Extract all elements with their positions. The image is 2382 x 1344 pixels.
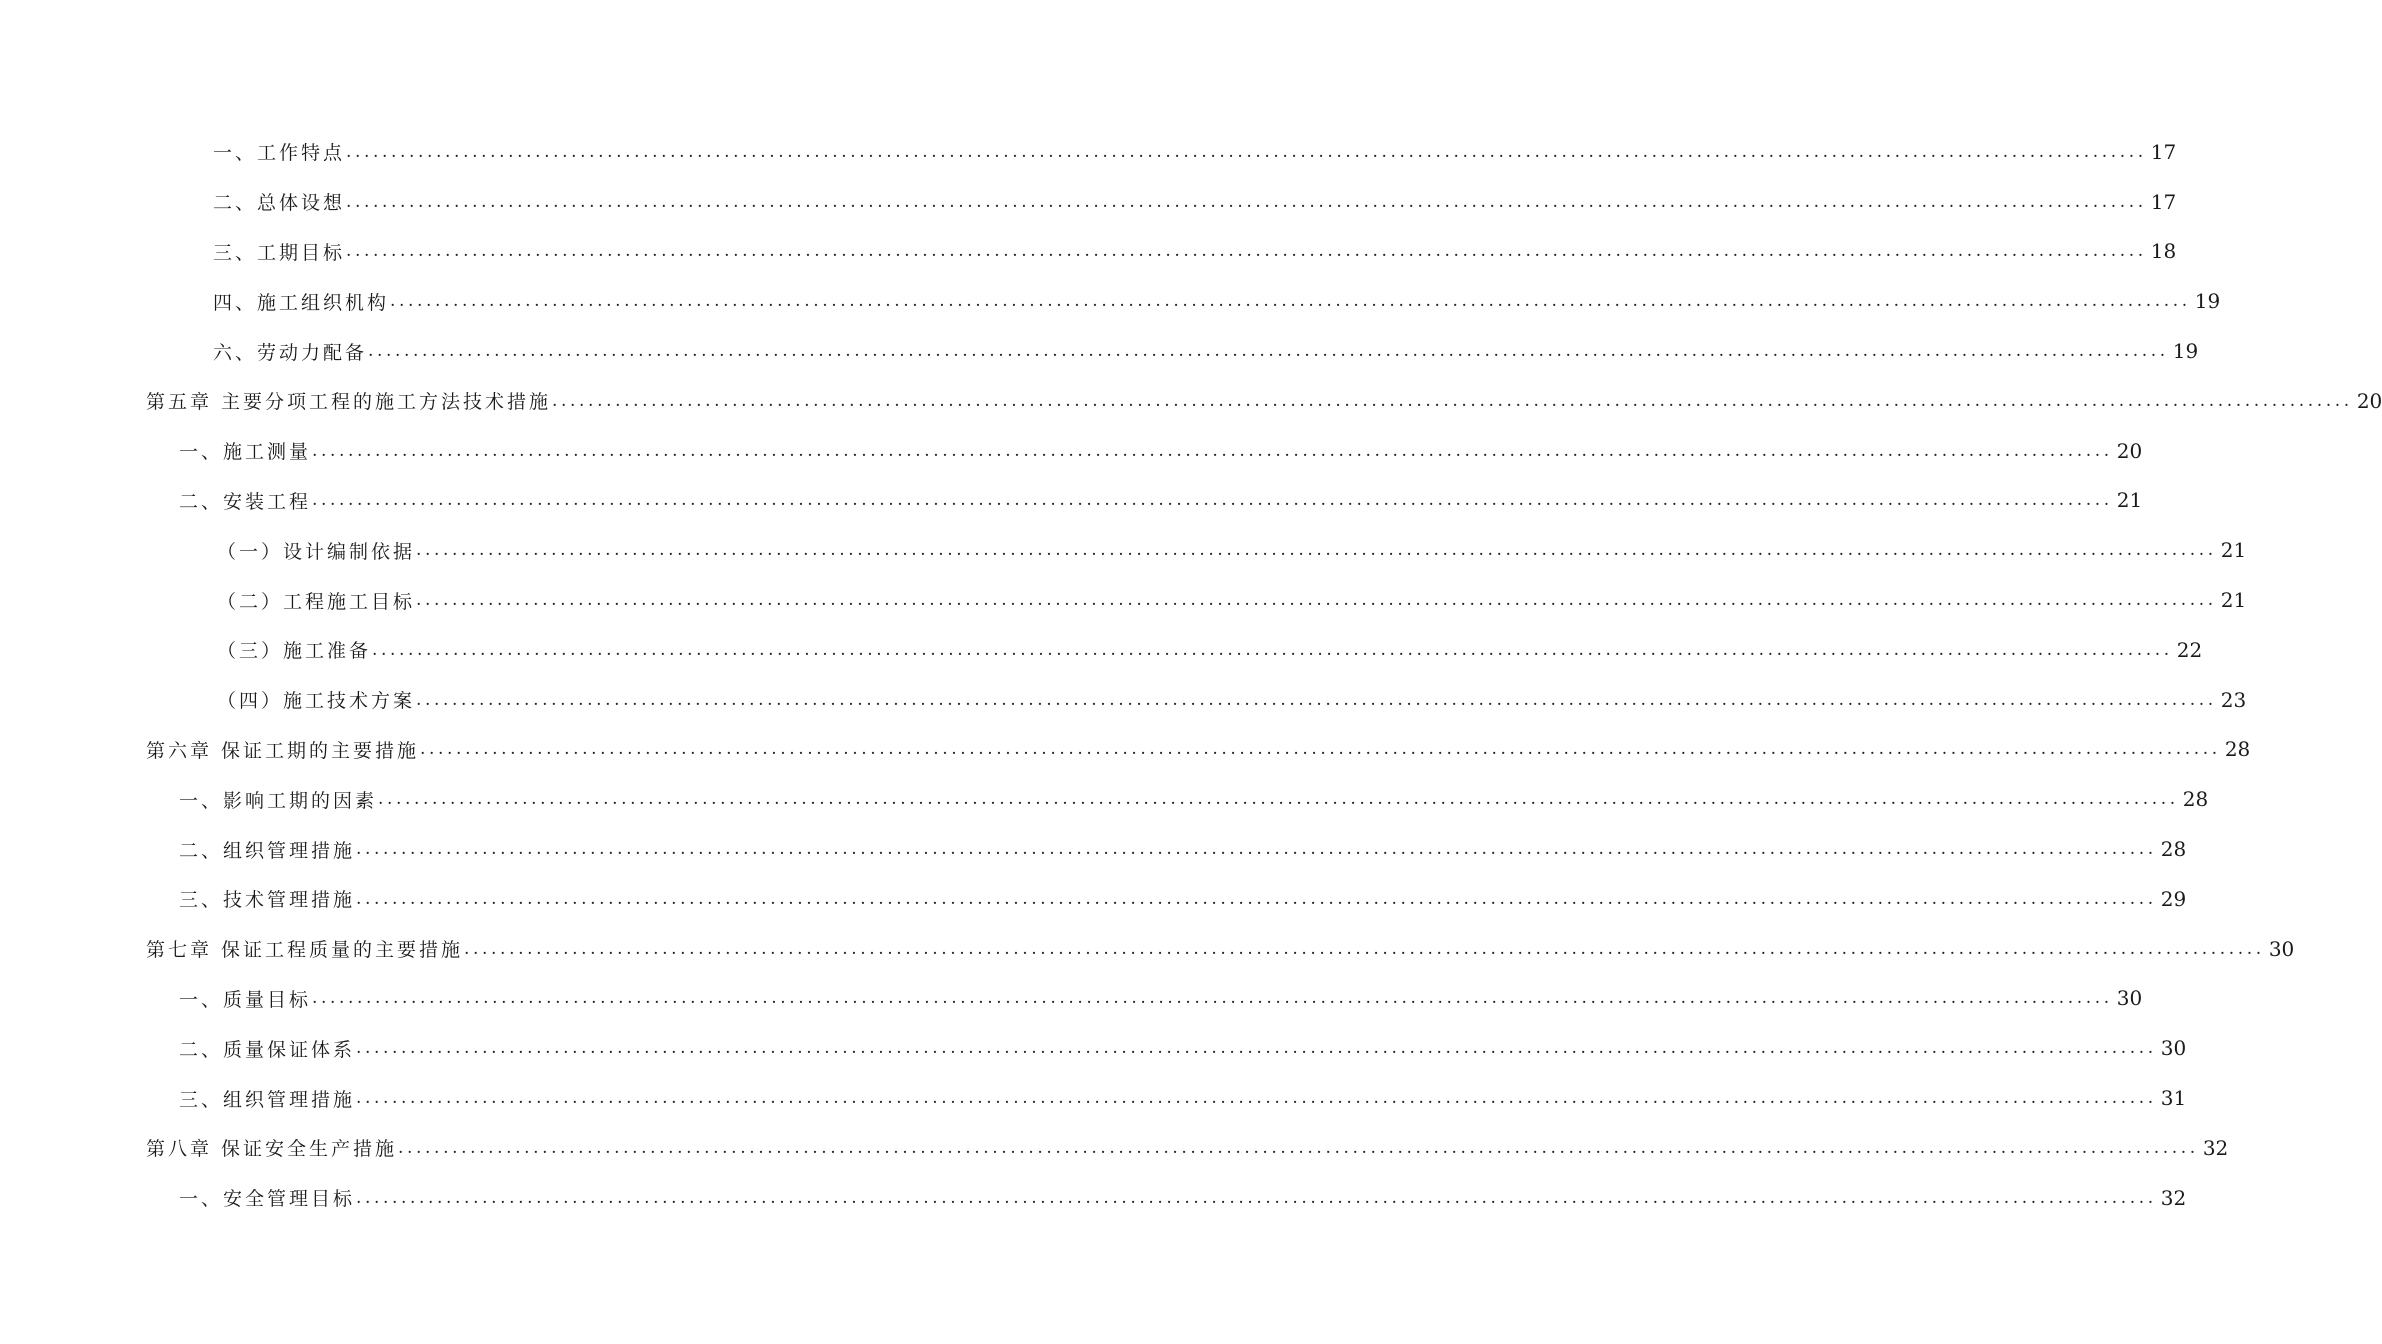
toc-page-number: 18: [2150, 239, 2177, 264]
toc-section-entry[interactable]: [0, 1173, 2187, 1223]
toc-page-number: 20: [2356, 388, 2382, 413]
toc-entry-title: 第五章 主要分项工程的施工方法技术措施: [146, 391, 552, 414]
toc-section-entry[interactable]: [0, 974, 2143, 1024]
toc-section-entry[interactable]: [0, 276, 2221, 326]
toc-section-entry[interactable]: [0, 1073, 2187, 1123]
toc-dot-leader: ........................................................................................................................................................................................................: [416, 540, 2217, 561]
toc-page-number: 30: [2116, 986, 2143, 1011]
toc-section-entry[interactable]: [0, 227, 2177, 277]
toc-entry-title: 第六章 保证工期的主要措施: [146, 739, 420, 762]
toc-section-entry[interactable]: [0, 1023, 2187, 1073]
toc-page-number: 31: [2160, 1086, 2187, 1111]
toc-page-number: 21: [2116, 488, 2143, 513]
toc-dot-leader: ........................................................................................................................................................................................................: [464, 938, 2265, 959]
toc-dot-leader: ........................................................................................................................................................................................................: [372, 639, 2173, 660]
toc-dot-leader: ........................................................................................................................................................................................................: [346, 191, 2147, 212]
toc-page-number: 21: [2220, 588, 2247, 613]
toc-entry-title: 六、劳动力配备: [213, 341, 368, 364]
toc-page-number: 19: [2194, 289, 2221, 314]
toc-dot-leader: ........................................................................................................................................................................................................: [346, 141, 2147, 162]
toc-dot-leader: ........................................................................................................................................................................................................: [312, 988, 2113, 1009]
toc-section-entry[interactable]: [0, 127, 2177, 177]
toc-page-number: 29: [2160, 886, 2187, 911]
toc-section-entry[interactable]: [0, 575, 2247, 625]
toc-entry-title: （四）施工技术方案: [217, 690, 416, 713]
toc-section-entry[interactable]: [0, 625, 2203, 675]
toc-dot-leader: ........................................................................................................................................................................................................: [346, 241, 2147, 262]
toc-page-number: 20: [2116, 438, 2143, 463]
toc-entry-title: 一、施工测量: [179, 441, 312, 464]
toc-section-entry[interactable]: [0, 874, 2187, 924]
toc-page-number: 32: [2160, 1185, 2187, 1210]
toc-entry-title: 一、质量目标: [179, 988, 312, 1011]
toc-entry-title: 一、影响工期的因素: [179, 789, 378, 812]
toc-chapter-entry[interactable]: [0, 1123, 2229, 1173]
toc-entry-title: 三、技术管理措施: [179, 889, 356, 912]
toc-entry-title: 三、工期目标: [213, 241, 346, 264]
toc-section-entry[interactable]: [0, 824, 2187, 874]
toc-page-number: 17: [2150, 189, 2177, 214]
toc-entry-title: 三、组织管理措施: [179, 1088, 356, 1111]
toc-page-number: 28: [2182, 787, 2209, 812]
toc-entry-title: 二、组织管理措施: [179, 839, 356, 862]
toc-page-number: 19: [2172, 339, 2199, 364]
toc-page-number: 22: [2176, 637, 2203, 662]
toc-dot-leader: ........................................................................................................................................................................................................: [378, 789, 2179, 810]
toc-page-number: 17: [2150, 139, 2177, 164]
toc-section-entry[interactable]: [0, 675, 2247, 725]
toc-entry-title: 一、工作特点: [213, 142, 346, 165]
toc-dot-leader: ........................................................................................................................................................................................................: [356, 1038, 2157, 1059]
toc-page-number: 30: [2268, 936, 2295, 961]
toc-chapter-entry[interactable]: [0, 924, 2295, 974]
table-of-contents: [0, 127, 2382, 1223]
toc-dot-leader: ........................................................................................................................................................................................................: [356, 839, 2157, 860]
toc-entry-title: 第八章 保证安全生产措施: [146, 1138, 398, 1161]
toc-entry-title: （一）设计编制依据: [217, 540, 416, 563]
toc-entry-title: （三）施工准备: [217, 640, 372, 663]
toc-dot-leader: ........................................................................................................................................................................................................: [390, 291, 2191, 312]
toc-dot-leader: ........................................................................................................................................................................................................: [368, 341, 2169, 362]
toc-page-number: 28: [2224, 737, 2251, 762]
toc-section-entry[interactable]: [0, 326, 2199, 376]
toc-dot-leader: ........................................................................................................................................................................................................: [416, 689, 2217, 710]
toc-page-number: 30: [2160, 1036, 2187, 1061]
toc-dot-leader: ........................................................................................................................................................................................................: [416, 590, 2217, 611]
toc-dot-leader: ........................................................................................................................................................................................................: [356, 1187, 2157, 1208]
toc-dot-leader: ........................................................................................................................................................................................................: [356, 888, 2157, 909]
toc-section-entry[interactable]: [0, 426, 2143, 476]
toc-entry-title: 一、安全管理目标: [179, 1188, 356, 1211]
toc-entry-title: 四、施工组织机构: [213, 291, 390, 314]
toc-dot-leader: ........................................................................................................................................................................................................: [312, 440, 2113, 461]
toc-entry-title: 第七章 保证工程质量的主要措施: [146, 939, 464, 962]
toc-section-entry[interactable]: [0, 476, 2143, 526]
toc-page-number: 23: [2220, 687, 2247, 712]
toc-entry-title: （二）工程施工目标: [217, 590, 416, 613]
toc-dot-leader: ........................................................................................................................................................................................................: [552, 390, 2353, 411]
toc-page-number: 32: [2202, 1135, 2229, 1160]
toc-chapter-entry[interactable]: [0, 376, 2382, 426]
toc-section-entry[interactable]: [0, 774, 2209, 824]
toc-dot-leader: ........................................................................................................................................................................................................: [312, 490, 2113, 511]
toc-entry-title: 二、安装工程: [179, 490, 312, 513]
toc-dot-leader: ........................................................................................................................................................................................................: [420, 739, 2221, 760]
toc-entry-title: 二、总体设想: [213, 192, 346, 215]
toc-section-entry[interactable]: [0, 525, 2247, 575]
toc-dot-leader: ........................................................................................................................................................................................................: [398, 1137, 2199, 1158]
toc-section-entry[interactable]: [0, 177, 2177, 227]
toc-page-number: 28: [2160, 837, 2187, 862]
toc-entry-title: 二、质量保证体系: [179, 1038, 356, 1061]
toc-dot-leader: ........................................................................................................................................................................................................: [356, 1088, 2157, 1109]
toc-chapter-entry[interactable]: [0, 725, 2251, 775]
toc-page-number: 21: [2220, 538, 2247, 563]
